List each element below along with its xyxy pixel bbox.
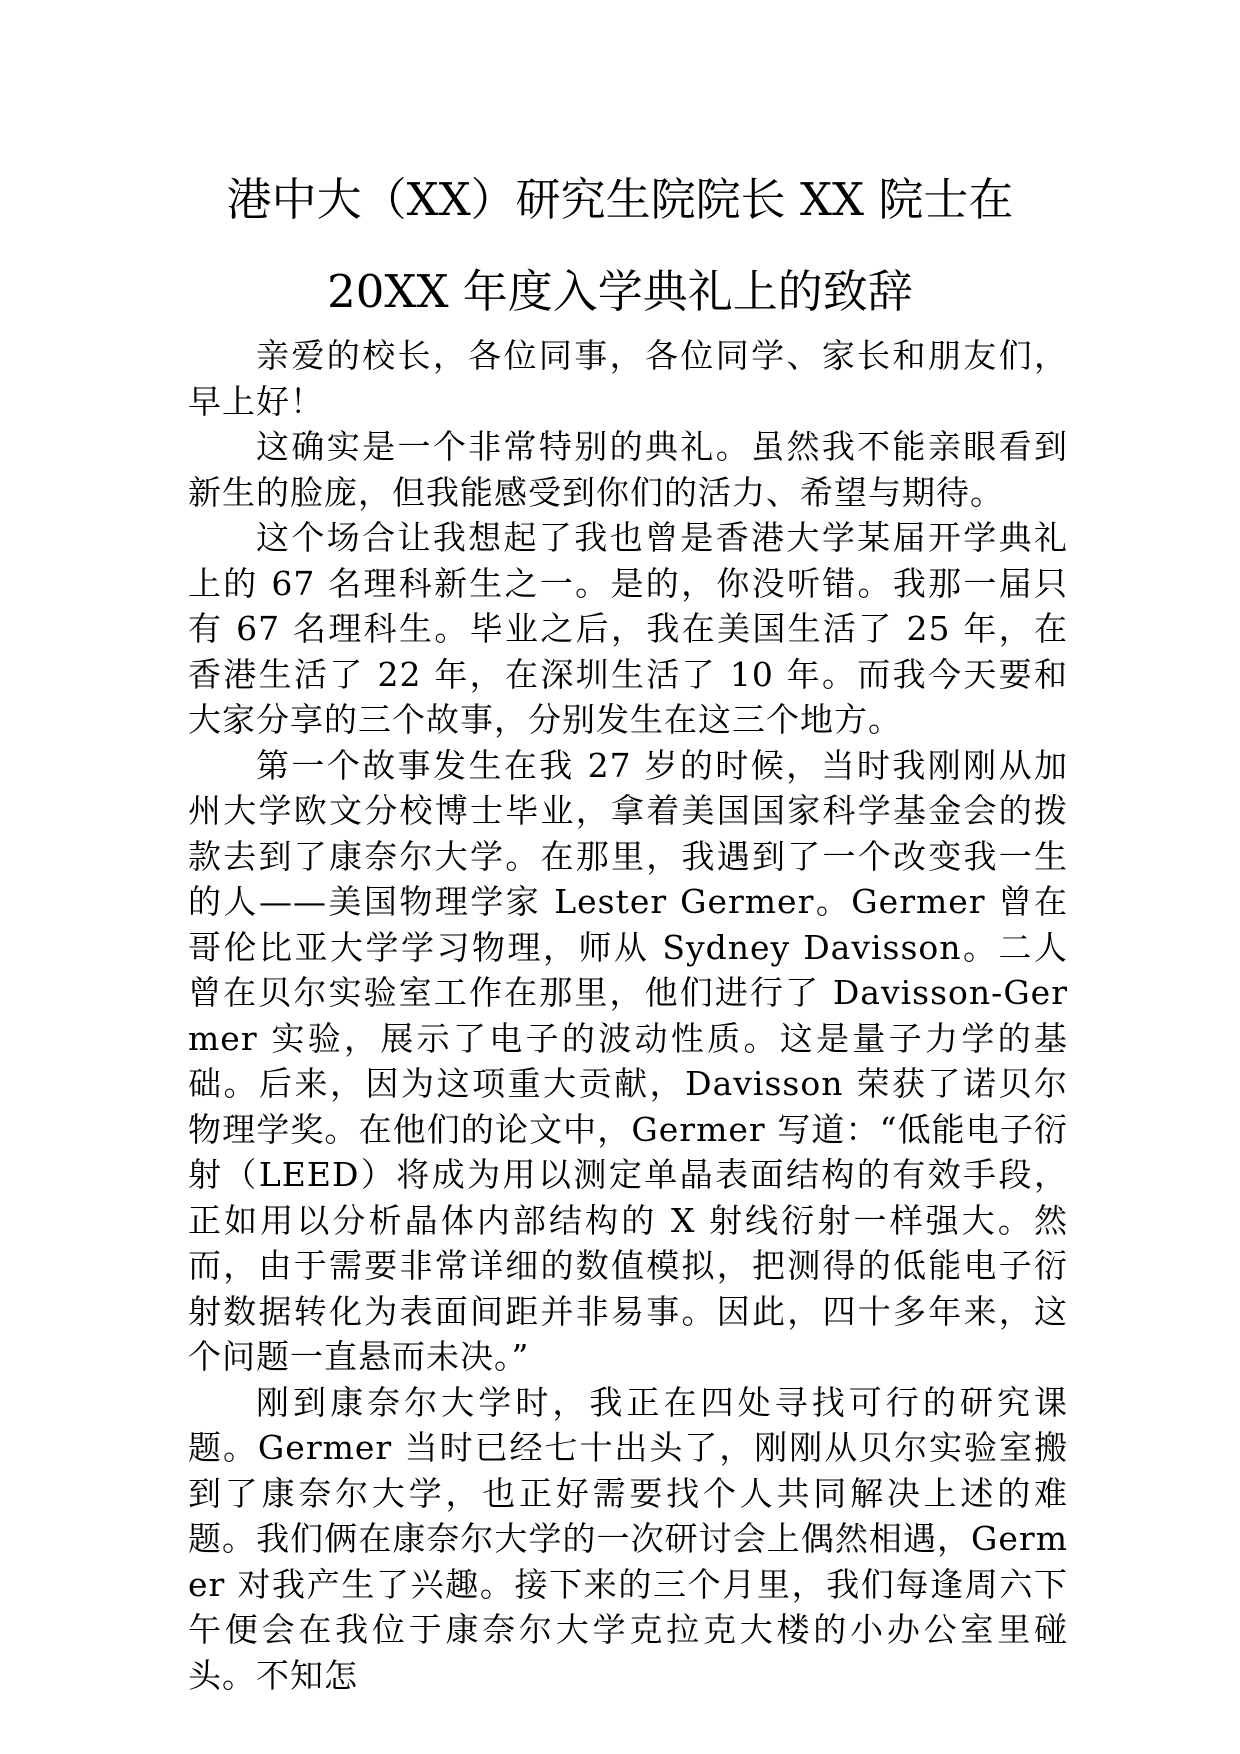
document-title-line-1: 港中大（XX）研究生院院长 XX 院士在 [226, 173, 1014, 226]
document-title-line-2: 20XX 年度入学典礼上的致辞 [327, 265, 913, 318]
paragraph-special-ceremony: 这确实是一个非常特别的典礼。虽然我不能亲眼看到新生的脸庞，但我能感受到你们的活力、希望与期待。 [188, 427, 1068, 512]
paragraph-cornell-meeting: 刚到康奈尔大学时，我正在四处寻找可行的研究课题。Germer 当时已经七十出头了，刚刚从贝尔实验室搬到了康奈尔大学，也正好需要找个人共同解决上述的难题。我们俩在康奈尔大学的一次研讨会上偶然相遇，Germer 对我产生了兴趣。接下来的三个月里，我们每逢周六下午便会在我位于康奈尔大学克拉克大楼的小办公室里碰头。不知怎 [188, 1382, 1068, 1695]
paragraph-first-story: 第一个故事发生在我 27 岁的时候，当时我刚刚从加州大学欧文分校博士毕业，拿着美国国家科学基金会的拨款去到了康奈尔大学。在那里，我遇到了一个改变我一生的人——美国物理学家 Lester Germer。Germer 曾在哥伦比亚大学学习物理，师从 Sydney Davisson。二人曾在贝尔实验室工作在那里，他们进行了 Davisson-Germer 实验，展示了电子的波动性质。这是量子力学的基础。后来，因为这项重大贡献，Davisson 荣获了诺贝尔物理学奖。在他们的论文中，Germer 写道：“低能电子衍射（LEED）将成为用以测定单晶表面结构的有效手段，正如用以分析晶体内部结构的 X 射线衍射一样强大。然而，由于需要非常详细的数值模拟，把测得的低能电子衍射数据转化为表面间距并非易事。因此，四十多年来，这个问题一直悬而未决。” [188, 745, 1068, 1376]
paragraph-personal-history: 这个场合让我想起了我也曾是香港大学某届开学典礼上的 67 名理科新生之一。是的，你没听错。我那一届只有 67 名理科生。毕业之后，我在美国生活了 25 年，在香港生活了 22 年，在深圳生活了 10 年。而我今天要和大家分享的三个故事，分别发生在这三个地方。 [188, 518, 1068, 739]
document-body [188, 333, 1068, 1698]
paragraph-greeting: 亲爱的校长，各位同事，各位同学、家长和朋友们，早上好！ [188, 336, 1068, 421]
